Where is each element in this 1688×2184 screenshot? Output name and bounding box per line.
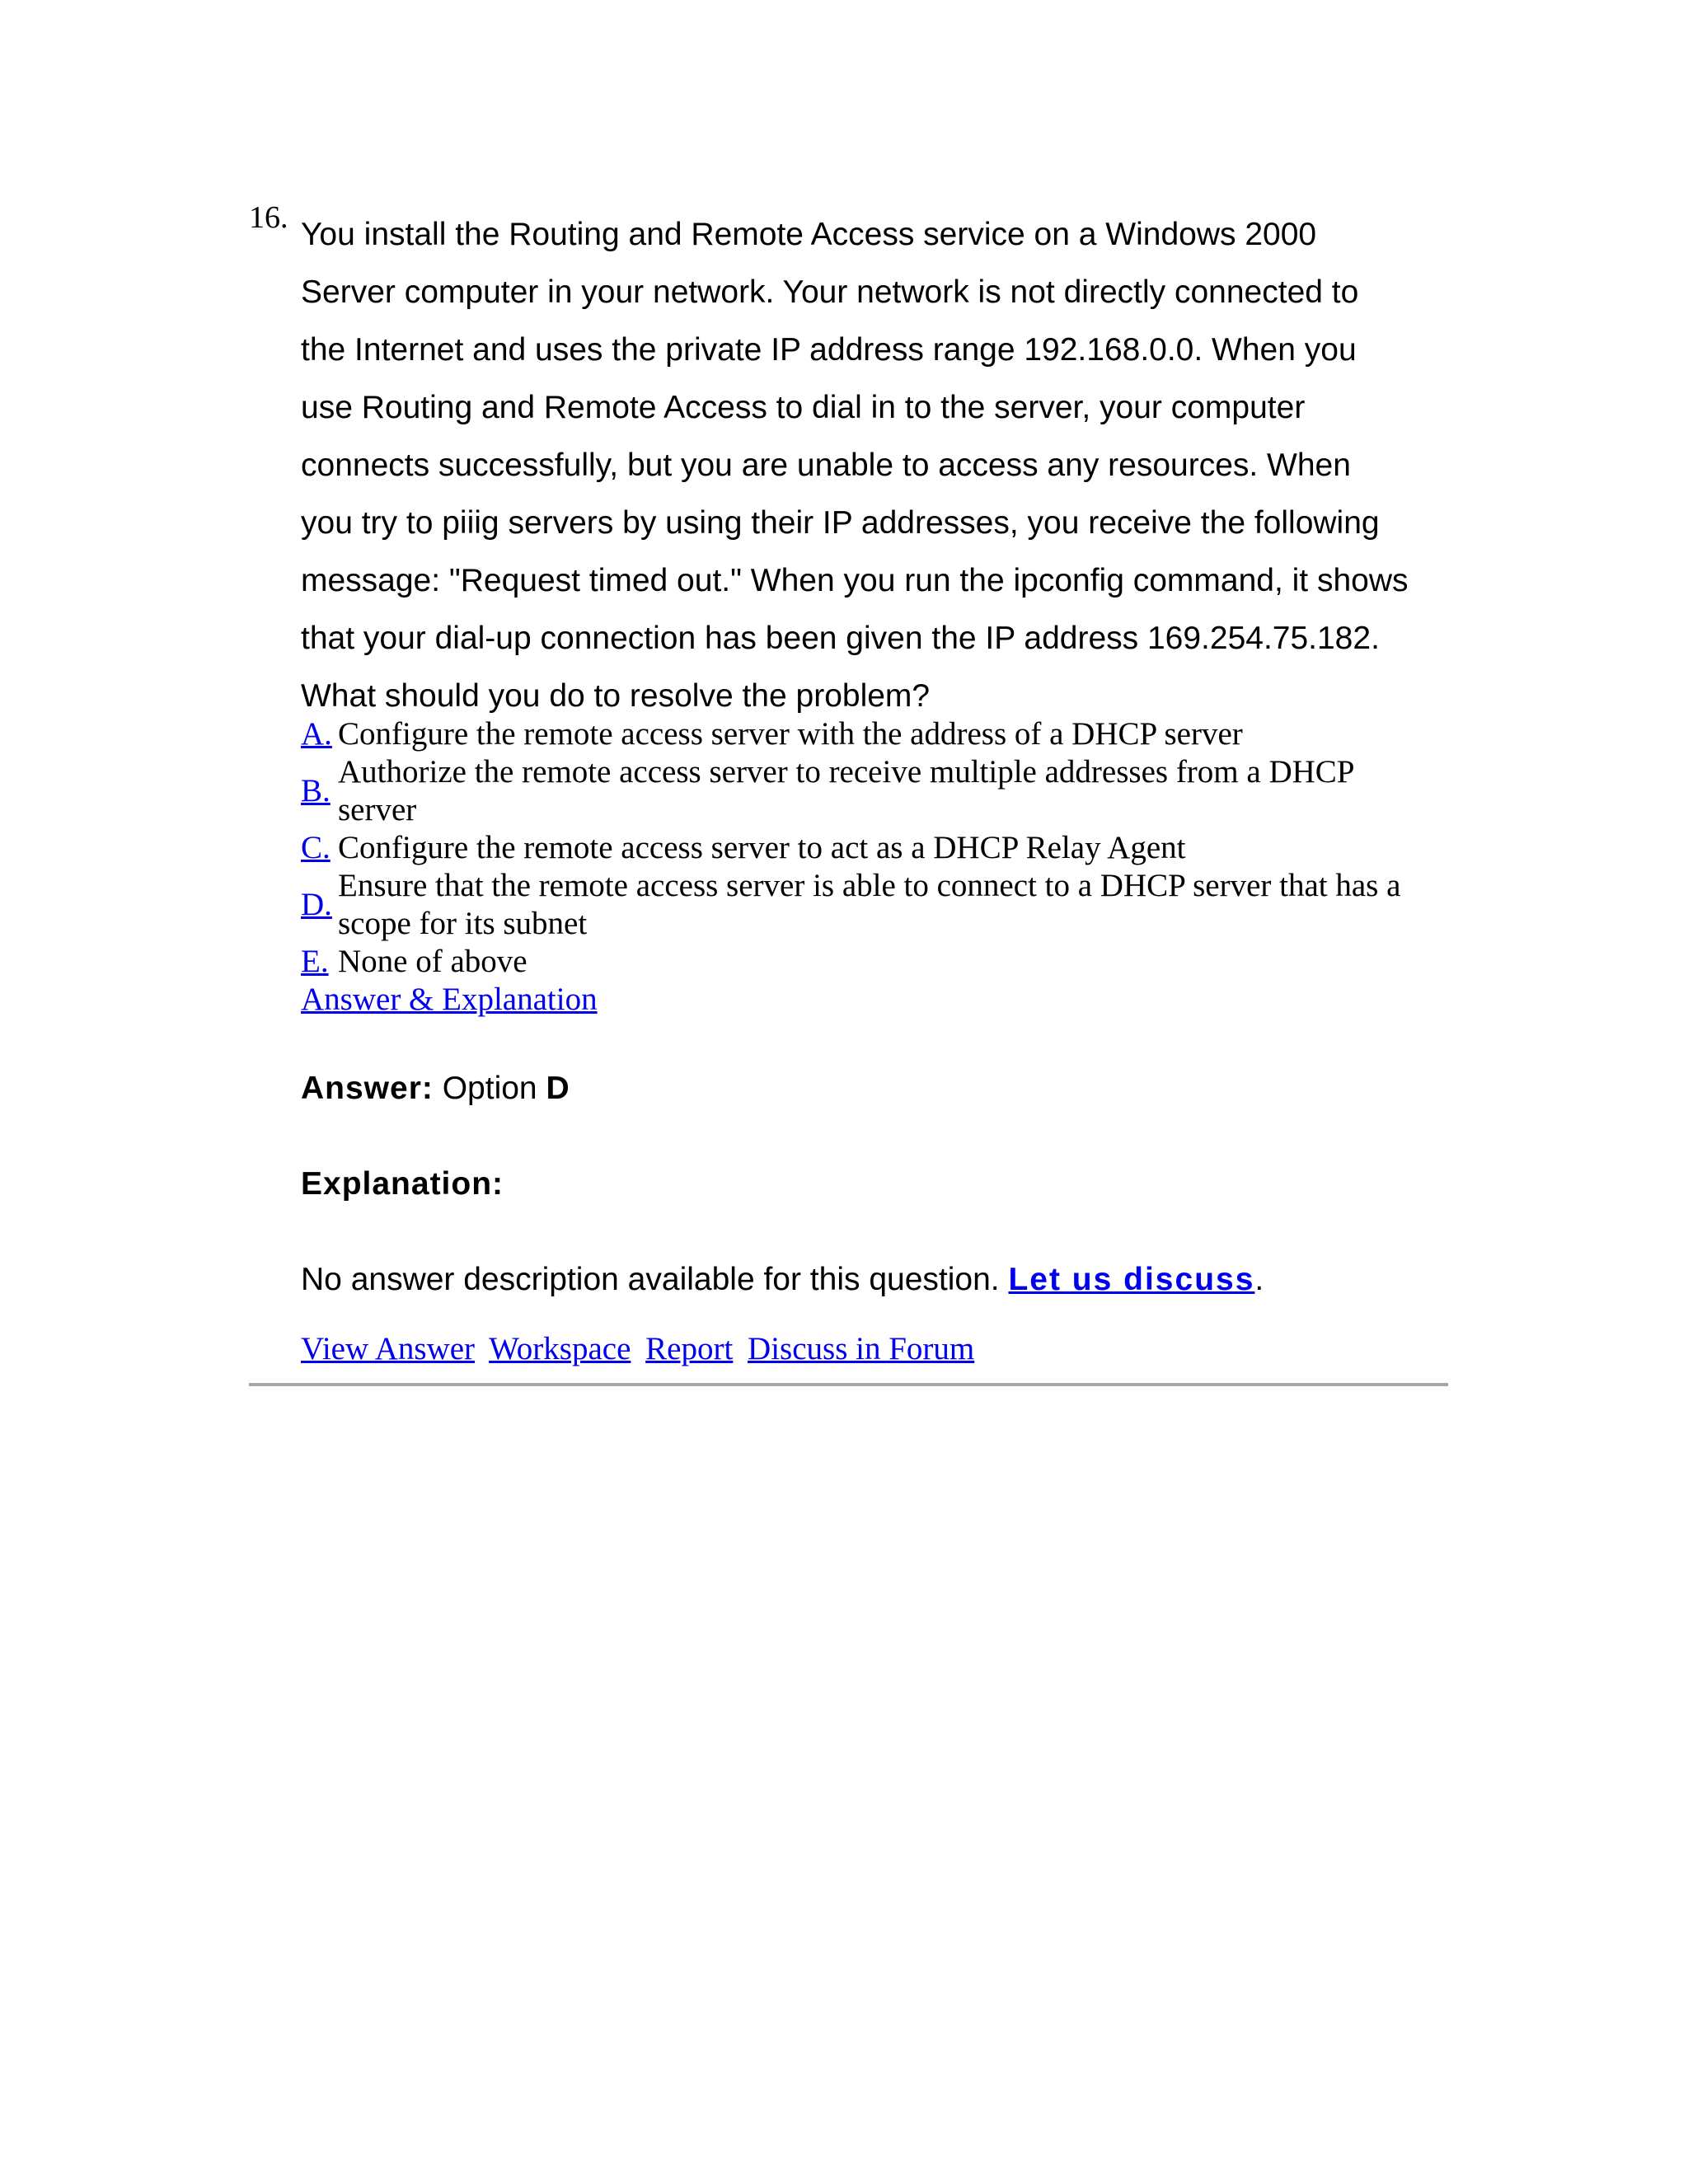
let-us-discuss-link[interactable]: Let us discuss xyxy=(1008,1262,1255,1297)
option-text-line: Authorize the remote access server to receive multiple addresses from a DHCP xyxy=(338,754,1355,790)
option-b-link[interactable]: B. xyxy=(301,773,331,808)
question-text xyxy=(301,206,1451,715)
discuss-in-forum-link[interactable]: Discuss in Forum xyxy=(748,1331,975,1366)
question-text-line: What should you do to resolve the problem? xyxy=(301,678,931,714)
question-text-line: use Routing and Remote Access to dial in to the server, your computer xyxy=(301,390,1306,425)
explanation-body: No answer description available for this question. xyxy=(301,1262,1000,1297)
option-text-line: server xyxy=(338,792,417,827)
question-text-line: You install the Routing and Remote Access service on a Windows 2000 xyxy=(301,217,1317,252)
option-e-text xyxy=(338,943,1451,981)
view-answer-link[interactable]: View Answer xyxy=(301,1331,476,1366)
explanation-text xyxy=(301,1261,1451,1299)
option-b-text xyxy=(338,753,1451,829)
option-e xyxy=(301,943,1451,981)
question-text-line: Server computer in your network. Your network is not directly connected to xyxy=(301,274,1359,310)
option-b xyxy=(301,753,1451,829)
workspace-link[interactable]: Workspace xyxy=(489,1331,631,1366)
answer-explanation-link[interactable]: Answer & Explanation xyxy=(301,982,598,1017)
report-link[interactable]: Report xyxy=(645,1331,734,1366)
question-body xyxy=(301,206,1451,1368)
option-a-link[interactable]: A. xyxy=(301,716,332,752)
question-number: 16. xyxy=(249,200,288,235)
option-d-link[interactable]: D. xyxy=(301,887,332,922)
question-text-line: the Internet and uses the private IP address range 192.168.0.0. When you xyxy=(301,332,1357,368)
option-text-line: None of above xyxy=(338,944,528,979)
answer-line xyxy=(301,1070,1451,1108)
question-text-line: connects successfully, but you are unable to access any resources. When xyxy=(301,448,1351,483)
answer-label: Answer: xyxy=(301,1071,434,1106)
options-list xyxy=(301,715,1451,981)
answer-prefix: Option xyxy=(442,1071,537,1106)
option-c-link[interactable]: C. xyxy=(301,830,331,865)
footer-links xyxy=(301,1330,1451,1368)
question-text-line: message: "Request timed out." When you run the ipconfig command, it shows xyxy=(301,563,1409,598)
question-text-line: you try to piiig servers by using their IP addresses, you receive the following xyxy=(301,505,1380,541)
answer-option: D xyxy=(546,1071,570,1106)
option-text-line: Ensure that the remote access server is able to connect to a DHCP server that has a xyxy=(338,868,1401,903)
option-text-line: scope for its subnet xyxy=(338,906,588,941)
option-d-text xyxy=(338,867,1451,943)
question-text-line: that your dial-up connection has been given the IP address 169.254.75.182. xyxy=(301,621,1380,656)
option-text-line: Configure the remote access server with the address of a DHCP server xyxy=(338,716,1243,752)
option-e-link[interactable]: E. xyxy=(301,944,329,979)
option-text-line: Configure the remote access server to act as a DHCP Relay Agent xyxy=(338,830,1186,865)
option-c xyxy=(301,829,1451,867)
section-divider xyxy=(249,1383,1448,1386)
explanation-trailing: . xyxy=(1254,1262,1264,1297)
option-c-text xyxy=(338,829,1451,867)
option-a-text xyxy=(338,715,1451,753)
option-a xyxy=(301,715,1451,753)
explanation-label: Explanation: xyxy=(301,1166,504,1202)
option-d xyxy=(301,867,1451,943)
